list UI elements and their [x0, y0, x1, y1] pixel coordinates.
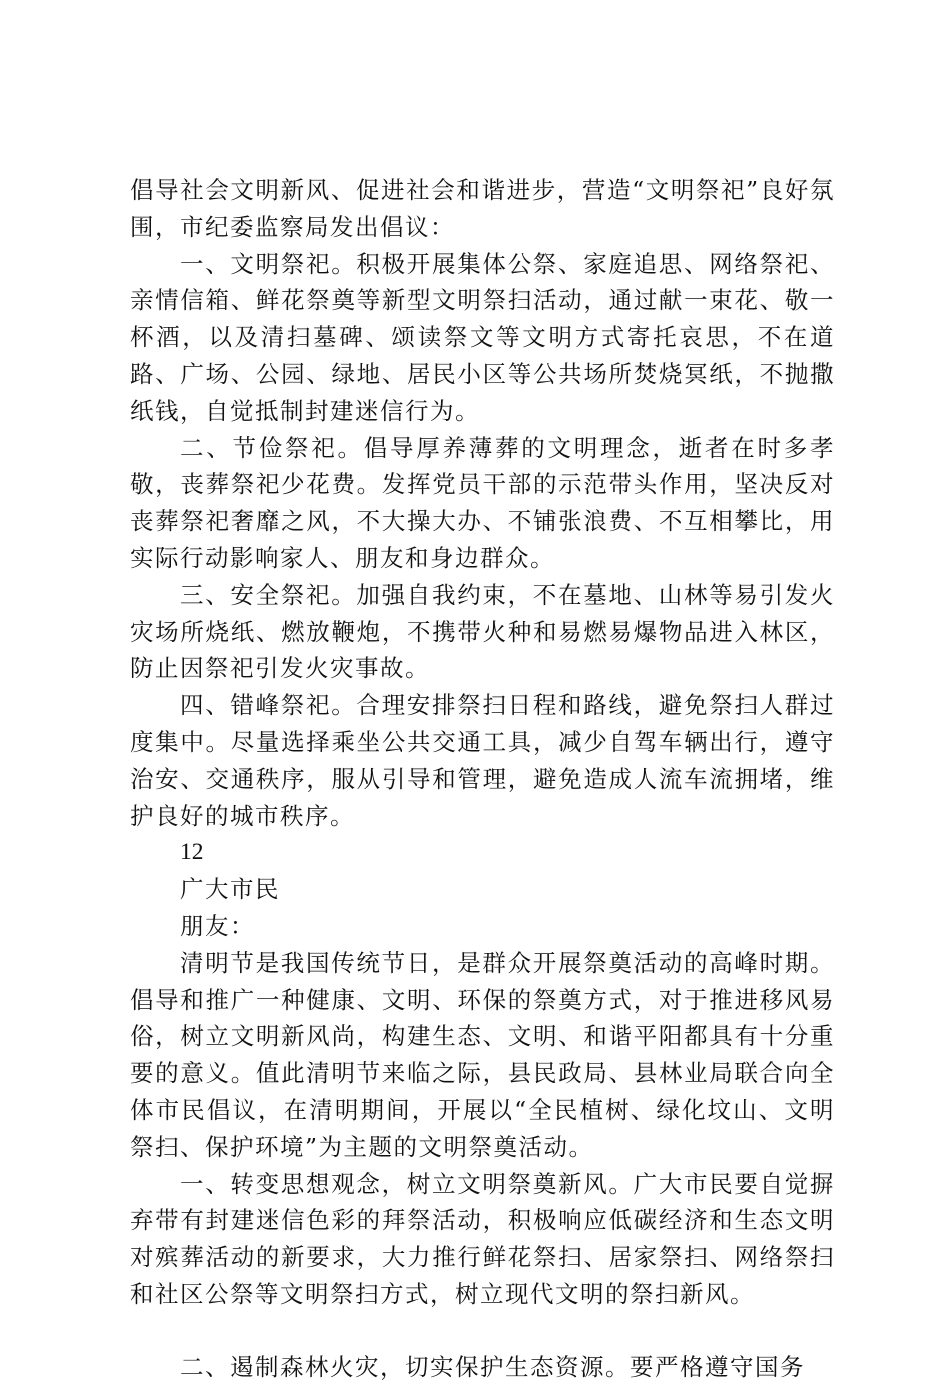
- section-number: 12: [180, 839, 204, 866]
- paragraph-item-3-safe: 三、安全祭祀。加强自我约束，不在墓地、山林等易引发火灾场所烧纸、燃放鞭炮，不携带火种和易燃易爆物品进入林区，防止因祭祀引发火灾事故。: [130, 580, 835, 683]
- document-body: [130, 172, 835, 1386]
- paragraph-gap: [130, 1313, 835, 1349]
- paragraph-proposal-2: 二、遏制森林火灾，切实保护生态资源。要严格遵守国务: [180, 1352, 805, 1381]
- paragraph-item-1-civilized: 一、文明祭祀。积极开展集体公祭、家庭追思、网络祭祀、亲情信箱、鲜花祭奠等新型文明祭扫活动，通过献一束花、敬一杯酒，以及清扫墓碑、颂读祭文等文明方式寄托哀思，不在道路、广场、公园、绿地、居民小区等公共场所焚烧冥纸，不抛撒纸钱，自觉抵制封建迷信行为。: [130, 249, 835, 425]
- paragraph-item-2-frugal: 二、节俭祭祀。倡导厚养薄葬的文明理念，逝者在时多孝敬，丧葬祭祀少花费。发挥党员干部的示范带头作用，坚决反对丧葬祭祀奢靡之风，不大操大办、不铺张浪费、不互相攀比，用实际行动影响家人、朋友和身边群众。: [130, 433, 835, 572]
- salutation-line-1: 广大市民: [180, 875, 280, 904]
- paragraph-qingming-intro: 清明节是我国传统节日，是群众开展祭奠活动的高峰时期。倡导和推广一种健康、文明、环保的祭奠方式，对于推进移风易俗，树立文明新风尚，构建生态、文明、和谐平阳都具有十分重要的意义。值此清明节来临之际，县民政局、县林业局联合向全体市民倡议，在清明期间，开展以“全民植树、绿化坟山、文明祭扫、保护环境”为主题的文明祭奠活动。: [130, 948, 835, 1161]
- paragraph-proposal-1: 一、转变思想观念，树立文明祭奠新风。广大市民要自觉摒弃带有封建迷信色彩的拜祭活动，积极响应低碳经济和生态文明对殡葬活动的新要求，大力推行鲜花祭扫、居家祭扫、网络祭扫和社区公祭等文明祭扫方式，树立现代文明的祭扫新风。: [130, 1169, 835, 1308]
- paragraph-intro: 倡导社会文明新风、促进社会和谐进步，营造“文明祭祀”良好氛围，市纪委监察局发出倡议：: [130, 176, 835, 241]
- paragraph-item-4-off-peak: 四、错峰祭祀。合理安排祭扫日程和路线，避免祭扫人群过度集中。尽量选择乘坐公共交通工具，减少自驾车辆出行，遵守治安、交通秩序，服从引导和管理，避免造成人流车流拥堵，维护良好的城市秩序。: [130, 691, 835, 830]
- salutation-line-2: 朋友：: [180, 911, 255, 940]
